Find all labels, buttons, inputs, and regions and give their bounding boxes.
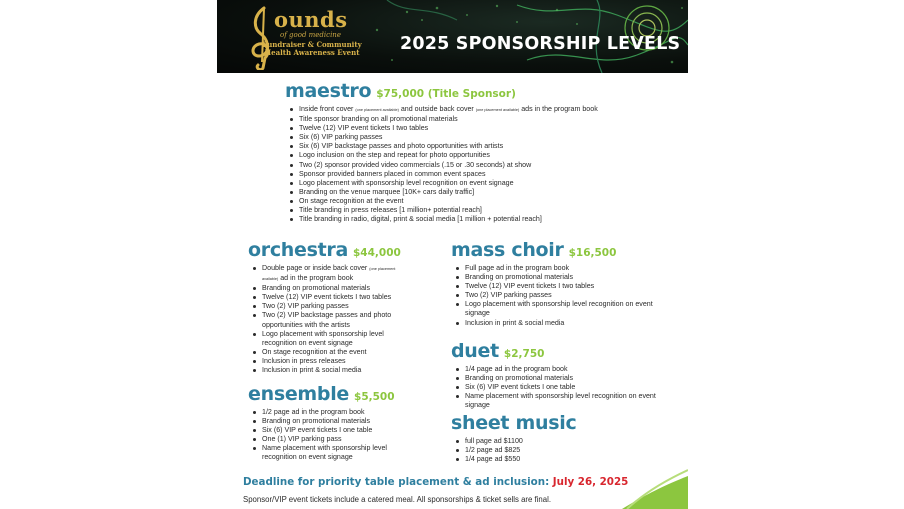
list-item: Title sponsor branding on all promotional materials — [299, 115, 685, 124]
list-item: Logo placement with sponsorship level recognition on event signage — [465, 300, 665, 318]
list-item: Inclusion in print & social media — [262, 366, 398, 375]
list-item: 1/2 page ad $825 — [465, 446, 681, 455]
tier-name: mass choir — [451, 239, 564, 261]
list-item: On stage recognition at the event — [262, 348, 398, 357]
list-item: Two (2) sponsor provided video commercials (.15 or .30 seconds) at show — [299, 161, 685, 170]
tier-name: duet — [451, 340, 499, 362]
list-item: Branding on the venue marquee [10K+ cars daily traffic] — [299, 188, 685, 197]
list-item: 1/4 page ad $550 — [465, 455, 681, 464]
list-item: Two (2) VIP backstage passes and photo opportunities with the artists — [262, 311, 398, 329]
tier-price: $16,500 — [568, 247, 617, 259]
list-item: full page ad $1100 — [465, 437, 681, 446]
footer-note: Sponsor/VIP event tickets include a catered meal. All sponsorships & ticket sells are final. — [243, 495, 551, 504]
list-item: Twelve (12) VIP event tickets I two tables — [262, 293, 398, 302]
list-item: Branding on promotional materials — [465, 273, 681, 282]
deadline-text — [243, 476, 628, 488]
tier-name: maestro — [285, 80, 372, 102]
logo-name: ounds — [274, 7, 348, 32]
logo-tagline: of good medicine — [280, 31, 341, 39]
list-item: Title branding in radio, digital, print & social media [1 million + potential reach] — [299, 215, 685, 224]
list-item: Six (6) VIP event tickets I one table — [465, 383, 681, 392]
list-item: Inside front cover (one placement available) and outside back cover (one placement available) ads in the program book — [299, 105, 685, 115]
corner-swoosh-decoration — [217, 0, 688, 509]
list-item: Sponsor provided banners placed in common event spaces — [299, 170, 685, 179]
tier-price: $5,500 — [354, 391, 395, 403]
sponsorship-flyer — [217, 0, 688, 509]
list-item: Six (6) VIP event tickets I one table — [262, 426, 413, 435]
list-item: Title branding in press releases [1 million+ potential reach] — [299, 206, 685, 215]
list-item: Branding on promotional materials — [465, 374, 681, 383]
tier-name: sheet music — [451, 412, 577, 434]
list-item: Inclusion in print & social media — [465, 319, 681, 328]
list-item: Name placement with sponsorship level recognition on event signage — [465, 392, 660, 410]
list-item: Inclusion in press releases — [262, 357, 398, 366]
list-item: Six (6) VIP backstage passes and photo opportunities with artists — [299, 142, 685, 151]
tier-price: $75,000 (Title Sponsor) — [376, 88, 516, 100]
list-item: Name placement with sponsorship level recognition on event signage — [262, 444, 412, 462]
list-item: Full page ad in the program book — [465, 264, 681, 273]
list-item: Branding on promotional materials — [262, 417, 413, 426]
deadline-label: Deadline for priority table placement & ad inclusion: — [243, 476, 553, 488]
deadline-date: July 26, 2025 — [552, 476, 629, 488]
list-item: Logo placement with sponsorship level recognition on event signage — [262, 330, 398, 348]
tier-price: $44,000 — [352, 247, 401, 259]
list-item: Double page or inside back cover (one placement available) ad in the program book — [262, 264, 398, 284]
list-item: Two (2) VIP parking passes — [465, 291, 681, 300]
logo-subtitle: Fundraiser & Community Health Awareness Event — [262, 40, 362, 57]
list-item: One (1) VIP parking pass — [262, 435, 413, 444]
list-item: Branding on promotional materials — [262, 284, 398, 293]
list-item: On stage recognition at the event — [299, 197, 685, 206]
list-item: Logo placement with sponsorship level recognition on event signage — [299, 179, 685, 188]
list-item: 1/4 page ad in the program book — [465, 365, 681, 374]
list-item: Six (6) VIP parking passes — [299, 133, 685, 142]
list-item: Twelve (12) VIP event tickets I two tables — [465, 282, 681, 291]
tier-price: $2,750 — [503, 348, 545, 360]
tier-name: ensemble — [248, 383, 350, 405]
list-item: Two (2) VIP parking passes — [262, 302, 398, 311]
page-title: 2025 SPONSORSHIP LEVELS — [400, 34, 681, 54]
tier-name: orchestra — [248, 239, 348, 261]
list-item: 1/2 page ad in the program book — [262, 408, 413, 417]
list-item: Logo inclusion on the step and repeat for photo opportunities — [299, 151, 685, 160]
list-item: Twelve (12) VIP event tickets I two tables — [299, 124, 685, 133]
